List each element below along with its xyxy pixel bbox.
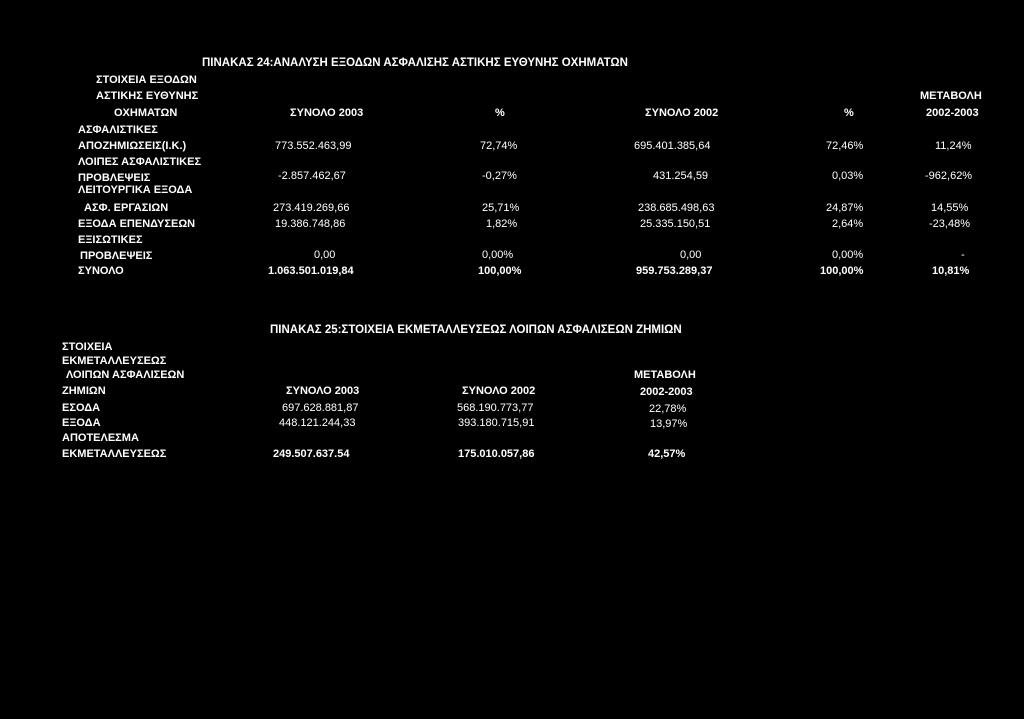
cell-pct-2002: 24,87% <box>826 202 864 214</box>
total-pct-2002: 100,00% <box>820 265 864 277</box>
col-header-total-2003: ΣΥΝΟΛΟ 2003 <box>286 385 360 397</box>
cell-total-2003: 273.419.269,66 <box>273 202 350 214</box>
result-label: ΕΚΜΕΤΑΛΛΕΥΣΕΩΣ <box>62 448 167 460</box>
cell-total-2003: 697.628.881,87 <box>282 402 359 414</box>
row-label: ΑΠΟΖΗΜΙΩΣΕΙΣ(Ι.Κ.) <box>78 140 187 152</box>
result-label: ΑΠΟΤΕΛΕΣΜΑ <box>62 432 139 444</box>
header-label-line: ΟΧΗΜΑΤΩΝ <box>114 107 178 119</box>
header-label-line: ΣΤΟΙΧΕΙΑ <box>62 341 113 353</box>
col-header-change: ΜΕΤΑΒΟΛΗ <box>920 90 982 102</box>
row-label: ΠΡΟΒΛΕΨΕΙΣ <box>80 250 153 262</box>
col-header-total-2003: ΣΥΝΟΛΟ 2003 <box>290 107 364 119</box>
header-label-line: ΛΟΙΠΩΝ ΑΣΦΑΛΙΣΕΩΝ <box>66 369 185 381</box>
row-label: ΛΕΙΤΟΥΡΓΙΚΑ ΕΞΟΔΑ <box>78 184 193 196</box>
header-label-line: ΖΗΜΙΩΝ <box>62 385 106 397</box>
cell-change: -23,48% <box>929 218 970 230</box>
cell-pct-2003: 25,71% <box>482 202 520 214</box>
cell-pct-2003: -0,27% <box>482 170 517 182</box>
col-header-change: ΜΕΤΑΒΟΛΗ <box>634 369 696 381</box>
cell-total-2002: 431.254,59 <box>653 170 709 182</box>
cell-change: -962,62% <box>925 170 973 182</box>
cell-pct-2002: 0,03% <box>832 170 864 182</box>
cell-total-2002: 695.401.385,64 <box>634 140 711 152</box>
cell-pct-2003: 72,74% <box>480 140 518 152</box>
cell-total-2002: 568.190.773,77 <box>457 402 534 414</box>
row-label: ΑΣΦΑΛΙΣΤΙΚΕΣ <box>78 124 158 136</box>
cell-total-2002: 25.335.150,51 <box>640 218 711 230</box>
cell-pct-2002: 0,00% <box>832 249 864 261</box>
col-header-pct-2002: % <box>844 107 854 119</box>
cell-total-2002: 0,00 <box>680 249 702 261</box>
cell-total-2003: 773.552.463,99 <box>275 140 352 152</box>
cell-pct-2002: 72,46% <box>826 140 864 152</box>
total-2002: 959.753.289,37 <box>636 265 713 277</box>
total-label: ΣΥΝΟΛΟ <box>78 265 124 277</box>
row-label: ΑΣΦ. ΕΡΓΑΣΙΩΝ <box>84 202 169 214</box>
cell-total-2003: 448.121.244,33 <box>279 417 356 429</box>
row-label: ΕΞΟΔΑ <box>62 417 101 429</box>
cell-total-2003: 19.386.748,86 <box>275 218 346 230</box>
cell-pct-2003: 0,00% <box>482 249 514 261</box>
row-label: ΕΞΙΣΩΤΙΚΕΣ <box>78 234 143 246</box>
cell-change: 13,97% <box>650 418 688 430</box>
row-label: ΕΣΟΔΑ <box>62 402 101 414</box>
col-header-pct-2003: % <box>495 107 505 119</box>
result-2002: 175.010.057,86 <box>458 448 535 460</box>
cell-change: - <box>961 249 965 261</box>
table-24-title: ΠΙΝΑΚΑΣ 24:ΑΝΑΛΥΣΗ ΕΞΟΔΩΝ ΑΣΦΑΛΙΣΗΣ ΑΣΤΙΚΗΣ ΕΥΘΥΝΗΣ ΟΧΗΜΑΤΩΝ <box>202 57 628 69</box>
cell-pct-2003: 1,82% <box>486 218 518 230</box>
col-header-total-2002: ΣΥΝΟΛΟ 2002 <box>645 107 719 119</box>
col-header-change-years: 2002-2003 <box>926 107 979 119</box>
row-label: ΕΞΟΔΑ ΕΠΕΝΔΥΣΕΩΝ <box>78 218 196 230</box>
col-header-change-years: 2002-2003 <box>640 386 693 398</box>
total-pct-2003: 100,00% <box>478 265 522 277</box>
cell-change: 22,78% <box>649 403 687 415</box>
cell-total-2003: -2.857.462,67 <box>278 170 346 182</box>
cell-total-2002: 238.685.498,63 <box>638 202 715 214</box>
result-change: 42,57% <box>648 448 686 460</box>
header-label-line: ΣΤΟΙΧΕΙΑ ΕΞΟΔΩΝ <box>96 74 197 86</box>
cell-change: 11,24% <box>935 140 972 152</box>
cell-total-2002: 393.180.715,91 <box>458 417 535 429</box>
table-25-title: ΠΙΝΑΚΑΣ 25:ΣΤΟΙΧΕΙΑ ΕΚΜΕΤΑΛΛΕΥΣΕΩΣ ΛΟΙΠΩΝ ΑΣΦΑΛΙΣΕΩΝ ΖΗΜΙΩΝ <box>270 324 682 336</box>
total-2003: 1.063.501.019,84 <box>268 265 354 277</box>
col-header-total-2002: ΣΥΝΟΛΟ 2002 <box>462 385 536 397</box>
cell-change: 14,55% <box>931 202 969 214</box>
total-change: 10,81% <box>932 265 970 277</box>
header-label-line: ΑΣΤΙΚΗΣ ΕΥΘΥΝΗΣ <box>96 90 199 102</box>
cell-total-2003: 0,00 <box>314 249 336 261</box>
result-2003: 249.507.637.54 <box>273 448 350 460</box>
header-label-line: ΕΚΜΕΤΑΛΛΕΥΣΕΩΣ <box>62 355 167 367</box>
row-label: ΛΟΙΠΕΣ ΑΣΦΑΛΙΣΤΙΚΕΣ <box>78 156 202 168</box>
cell-pct-2002: 2,64% <box>832 218 864 230</box>
row-label: ΠΡΟΒΛΕΨΕΙΣ <box>78 172 151 184</box>
